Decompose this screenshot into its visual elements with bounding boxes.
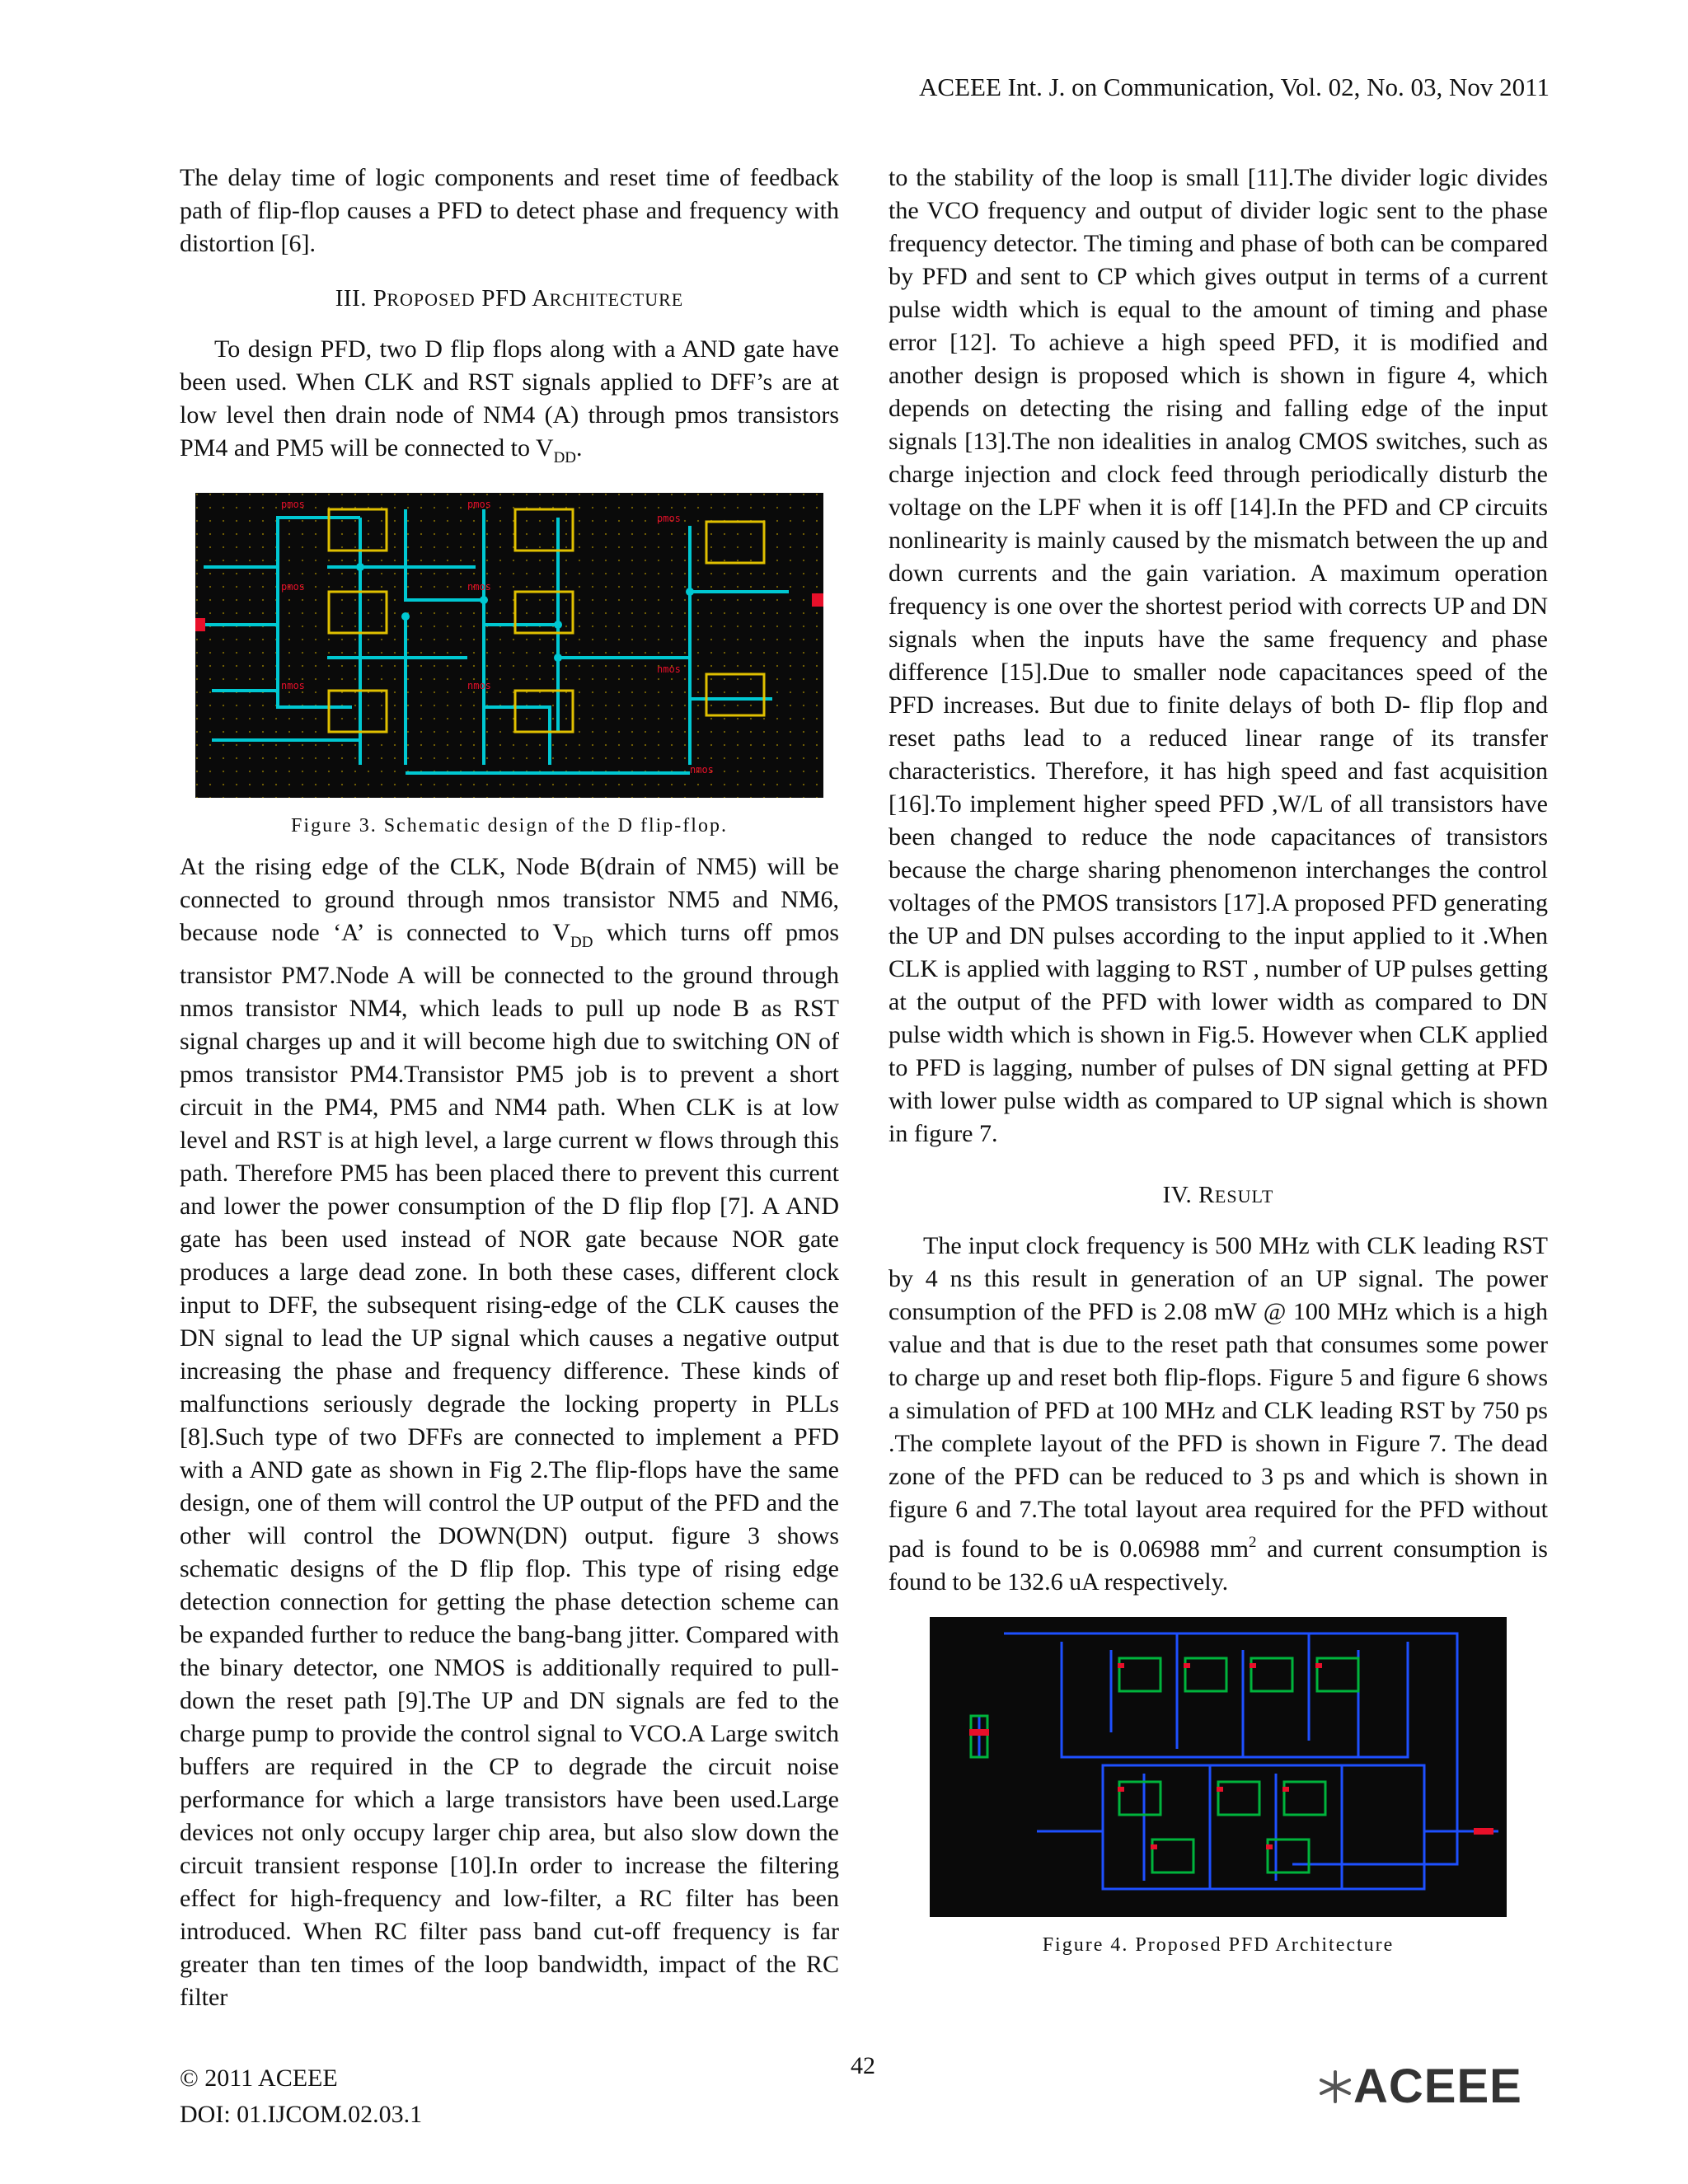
- paragraph-design-pfd: To design PFD, two D flip flops along with a AND gate have been used. When CLK and RST signals applied to DFF’s are at low level then drain node of NM4 (A) through pmos transistors PM4 and PM5 will be connected to $V_{DD}$.: [180, 335, 839, 466]
- schematic-label: nmos: [467, 581, 491, 593]
- paragraph-loop-stability: to the stability of the loop is small [11].The divider logic divides the VCO frequency and output of divider logic sent to the phase frequency detector. The timing and phase of both can be compared by PFD and sent to CP which gives output in terms of a current pulse width which is equal to the amount of timing and phase error [12]. To achieve a high speed PFD, it is modified and another design is proposed which is shown in figure 4, which depends on detecting the rising and falling edge of the input signals [13].The non idealities in analog CMOS switches, such as charge injection and clock feed through periodically disturb the voltage on the LPF when it is off [14].In the PFD and CP circuits nonlinearity is mainly caused by the mismatch between the up and down currents and the gain variation. A maximum operation frequency is one over the shortest period with corrects UP and DN signals when the inputs have the same frequency and phase difference [15].Due to smaller node capacitances speed of the PFD increases. But due to finite delays of both D- flip flop and reset paths lead to a reduced linear range of its transfer characteristics. Therefore, it has high speed and fast acquisition [16].To implement higher speed PFD ,W/L of all transistors have been changed to reduce the node capacitances of transistors because the charge sharing phenomenon interchanges the control voltages of the PMOS transistors [17].A proposed PFD generating the UP and DN pulses according to the input applied to it .When CLK is applied with lagging to RST , number of UP pulses getting at the output of the PFD with lower width as compared to DN pulse width which is shown in Fig.5. However when CLK applied to PFD is lagging, number of pulses of DN signal getting at PFD with lower pulse width as compared to UP signal which is shown in figure 7.: [889, 164, 1548, 1147]
- copyright: © 2011 ACEEE: [180, 2064, 338, 2092]
- schematic-label: nmos: [281, 680, 305, 691]
- logo-text: ACEEE: [1353, 2060, 1522, 2113]
- schematic-label: nmos: [690, 764, 714, 776]
- star-icon: [1317, 2069, 1353, 2105]
- schematic-label: pmos: [281, 499, 305, 510]
- doi: DOI: 01.IJCOM.02.03.1: [180, 2101, 423, 2128]
- figure-4-caption: Figure 4. Proposed PFD Architecture: [1042, 1934, 1395, 1956]
- schematic-label: nmos: [467, 680, 491, 691]
- page-number: 42: [851, 2052, 875, 2079]
- figure-3-caption: Figure 3. Schematic design of the D flip-flop.: [291, 815, 728, 837]
- figure-3-schematic: [195, 493, 823, 798]
- figure-4-layout: [930, 1617, 1507, 1917]
- section-heading-3: III. PROPOSED PFD ARCHITECTURE: [335, 285, 684, 312]
- journal-header: ACEEE Int. J. on Communication, Vol. 02, No. 03, Nov 2011: [919, 73, 1550, 101]
- intro-paragraph: The delay time of logic components and reset time of feedback path of flip-flop causes a PFD to detect phase and frequency with distortion [6].: [180, 164, 839, 257]
- paragraph-rising-edge: At the rising edge of the CLK, Node B(drain of NM5) will be connected to ground through nmos transistor NM5 and NM6, because node ‘A’ is connected to $V_{DD}$ which turns off pmos transistor PM7.Node A will be connected to the ground through nmos transistor NM4, which leads to pull up node B as RST signal charges up and it will become high due to switching ON of pmos transistor PM4.Transistor PM5 job is to prevent a short circuit in the PM4, PM5 and NM4 path. When CLK is at low level and RST is at high level, a large current w flows through this path. Therefore PM5 has been placed there to prevent this current and lower the power consumption of the D flip flop [7]. A AND gate has been used instead of NOR gate because NOR gate produces a large dead zone. In both these cases, different clock input to DFF, the subsequent rising-edge of the CLK causes the DN signal to lead the UP signal which causes a negative output increasing the phase and frequency difference. These kinds of malfunctions seriously degrade the locking property in PLLs [8].Such type of two DFFs are connected to implement a PFD with a AND gate as shown in Fig 2.The flip-flops have the same design, one of them will control the UP output of the PFD and the other will control the DOWN(DN) output. figure 3 shows schematic designs of the D flip flop. This type of rising edge detection connection for getting the phase detection scheme can be expanded further to reduce the bang-bang jitter. Compared with the binary detector, one NMOS is additionally required to pull-down the reset path [9].The UP and DN signals are fed to the charge pump to provide the control signal to VCO.A Large switch buffers are required in the CP to degrade the circuit noise performance for which a large transistors have been used.Large devices not only occupy larger chip area, but also slow down the circuit transient response [10].In order to increase the filtering effect for high-frequency and low-filter, a RC filter has been introduced. When RC filter pass band cut-off frequency is far greater than ten times of the loop bandwidth, impact of the RC filter: [180, 853, 839, 2011]
- footer-left: [180, 2060, 422, 2133]
- schematic-label: pmos: [657, 513, 681, 524]
- aceee-logo: [1317, 2059, 1522, 2114]
- schematic-label: pmos: [467, 499, 491, 510]
- schematic-label: pmos: [281, 581, 305, 593]
- right-column: [889, 162, 1548, 1970]
- schematic-label: nmos: [657, 663, 681, 675]
- left-column: [180, 162, 839, 2014]
- section-heading-4: IV. RESULT: [1162, 1182, 1274, 1208]
- paragraph-result: The input clock frequency is 500 MHz with CLK leading RST by 4 ns this result in generation of an UP signal. The power consumption of the PFD is 2.08 mW @ 100 MHz which is a high value and that is due to the reset path that consumes some power to charge up and reset both flip-flops. Figure 5 and figure 6 shows a simulation of PFD at 100 MHz and CLK leading RST by 750 ps .The complete layout of the PFD is shown in Figure 7. The dead zone of the PFD can be reduced to 3 ps and which is shown in figure 6 and 7.The total layout area required for the PFD without pad is found to be is 0.06988 $mm^2$ and current consumption is found to be 132.6 uA respectively.: [889, 1232, 1548, 1596]
